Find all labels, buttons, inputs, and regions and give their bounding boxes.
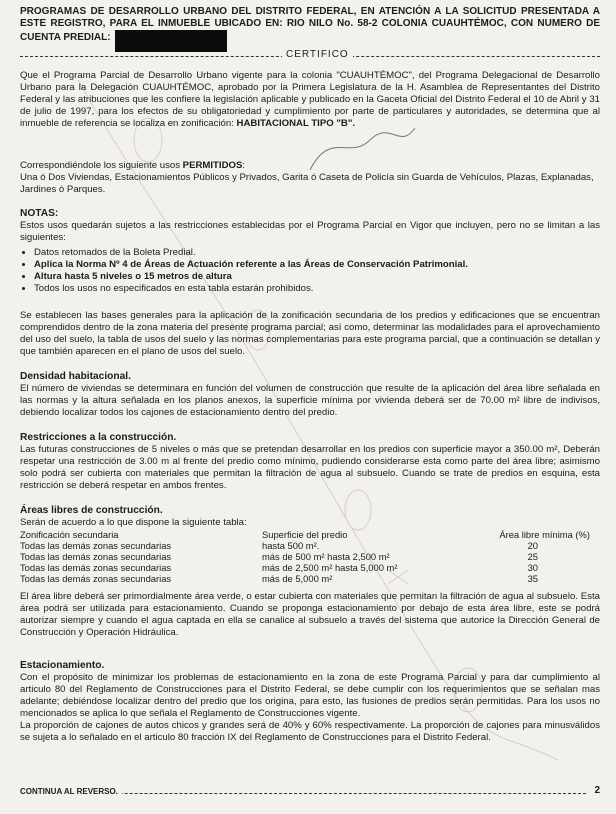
permitidos-word: PERMITIDOS	[182, 160, 243, 171]
table-cell: más de 5,000 m²	[262, 573, 333, 584]
table-header: Área libre mínima (%)	[499, 529, 590, 540]
table-row	[20, 551, 590, 562]
permitidos-lead: Correspondiéndole los siguiente usos	[20, 160, 180, 171]
list-item: • Datos retomados de la Boleta Predial.	[34, 247, 600, 259]
areas-text: El área libre deberá ser primordialmente área verde, o estar cubierta con materiales que permitan la filtración de agua al subsuelo. Esta área podrá ser utilizada para estacionamiento. Cuando se proponga estacionamiento por debajo de esta área libre, este se podrá autorizar siempre y cuando el agua captada en ella se canalice al subsuelo a través del sistema que autorice la Dirección General de Construcción y Operación Hidráulica.	[20, 591, 600, 638]
table-row	[20, 573, 590, 584]
permitidos-text: Una ó Dos Viviendas, Estacionamientos Públicos y Privados, Garita ó Caseta de Policía sin Guarda de Vehículos, Plazas, Explanadas, Jardines ó Parques.	[20, 172, 594, 195]
table-cell: 30	[527, 562, 538, 573]
restricciones-section	[20, 432, 600, 492]
estacionamiento-text1: Con el propósito de minimizar los problemas de estacionamiento en la zona de este Programa Parcial y para dar cumplimiento al articulo 80 del Reglamento de Construcciones para el Distrito Federal, se debe cumplir con los requerimientos que se señalan mas adelante; debiéndose localizar dentro del predio que los origina, para esto, las fusiones de predios serán permitidas. Para los usos no mencionados se aplica lo que señala el Reglamento de Construcciones vigente.	[20, 672, 600, 719]
estacionamiento-title: Estacionamiento.	[20, 660, 105, 671]
table-header: Superficie del predio	[262, 529, 348, 540]
table-cell: 20	[527, 540, 538, 551]
table-row	[20, 562, 590, 573]
densidad-title: Densidad habitacional.	[20, 371, 131, 382]
restricciones-text: Las futuras construcciones de 5 niveles o más que se pretendan desarrollar en los predios con superficie mayor a 350.00 m², Deberán respetar una restricción de 3.00 m al frente del predio como mínimo, pudiendo considerarse esta como parte del área libre; asimismo solo podrá ser cubierta con materiales que permitan la filtración de agua al subsuelo. Cuando se trate de predios en esquina, esta restricción se deberá respetar en ambos frentes.	[20, 444, 600, 491]
header-account-label: , CON NUMERO DE CUENTA PREDIAL:	[20, 18, 600, 43]
table-cell: Todas las demás zonas secundarias	[20, 573, 172, 584]
certifico-label: CERTIFICO	[282, 49, 353, 60]
notas-list	[20, 247, 600, 295]
permitidos-paragraph: Correspondiéndole los siguiente usos PERMITIDOS: Una ó Dos Viviendas, Estacionamientos Públicos y Privados, Garita ó Caseta de Policía sin Guarda de Vehículos, Plazas, Explanadas, Jardines ó Parques.	[20, 160, 594, 195]
notas-title: NOTAS:	[20, 208, 59, 219]
areas-title: Áreas libres de construcción.	[20, 505, 163, 516]
estacionamiento-section	[20, 660, 600, 744]
bases-paragraph: Se establecen las bases generales para la aplicación de la zonificación secundaria de los predios y edificaciones que se encuentran comprendidos dentro de la zona materia del presente programa parcial; así como, determinar las modalidades para el aprovechamiento del uso del suelo, la tabla de usos del suelo y las normas complementarias para este programa parcial, que a continuación se detallan y que también aparecen en el plano de usos del suelo.	[20, 310, 600, 357]
address: RIO NILO No. 58-2 COLONIA CUAUHTÉMOC	[286, 18, 504, 29]
table-cell: 25	[527, 551, 538, 562]
header	[20, 6, 600, 52]
estacionamiento-text2: La proporción de cajones de autos chicos y grandes será de 40% y 60% respectivamente. La proporción de cajones para minusválidos se sujeta a lo señalado en el articulo 80 fracción IX del Reglamento de Construcciones para el Distrito Federal.	[20, 720, 600, 743]
table-header-row	[20, 529, 590, 540]
restricciones-title: Restricciones a la construcción.	[20, 432, 177, 443]
areas-section	[20, 505, 600, 639]
densidad-section	[20, 371, 600, 419]
page-number: 2	[594, 785, 600, 796]
areas-table	[20, 529, 590, 584]
densidad-text: El número de viviendas se determinara en función del volumen de construcción que resulte de la aplicación del área libre señalada en las normas y la altura señalada en los planos anexos, la superficie mínima por vivienda deberá ser de 70.00 m² libre de indivisos, debiendo localizar todos los cajones de estacionamiento dentro del predio.	[20, 383, 600, 418]
table-cell: Todas las demás zonas secundarias	[20, 551, 172, 562]
table-row	[20, 540, 590, 551]
header-text: PROGRAMAS DE DESARROLLO URBANO DEL DISTRITO FEDERAL, EN ATENCIÓN A LA SOLICITUD PRESENTADA A ESTE REGISTRO, PARA EL INMUEBLE UBICADO EN:	[20, 6, 600, 29]
list-item: • Todos los usos no especificados en esta tabla estarán prohibidos.	[34, 283, 600, 295]
certifico-divider	[20, 49, 600, 63]
notas-intro: Estos usos quedarán sujetos a las restricciones establecidas por el Programa Parcial en Vigor que incluyen, pero no se limitan a las siguientes:	[20, 220, 600, 243]
notas-section	[20, 208, 600, 295]
table-cell: 35	[527, 573, 538, 584]
table-cell: hasta 500 m².	[262, 540, 320, 551]
table-cell: Todas las demás zonas secundarias	[20, 540, 172, 551]
intro-paragraph	[20, 70, 600, 130]
table-cell: Todas las demás zonas secundarias	[20, 562, 172, 573]
intro-text: Que el Programa Parcial de Desarrollo Urbano vigente para la colonia "CUAUHTÉMOC", del Programa Delegacional de Desarrollo Urbano para la Delegación CUAUHTÉMOC, aprobado por la Primera Legislatura de la H. Asamblea de Representantes del Distrito Federal y las atribuciones que les confiere la legislación aplicable y publicado en la Gaceta Oficial del Distrito Federal el 10 de Abril y 31 de julio de 1997, para los efectos de su obligatoriedad y cumplimiento por parte de particulares y autoridades, se determina que al inmueble de referencia se localiza en zonificación:	[20, 70, 600, 129]
table-cell: más de 500 m² hasta 2,500 m²	[262, 551, 390, 562]
areas-intro: Serán de acuerdo a lo que dispone la siguiente tabla:	[20, 517, 247, 528]
table-header: Zonificación secundaria	[20, 529, 119, 540]
zonificacion-value: HABITACIONAL TIPO "B".	[236, 118, 356, 129]
list-item: • Aplica la Norma Nº 4 de Áreas de Actuación referente a las Áreas de Conservación Patrimonial.	[34, 259, 600, 271]
footer	[20, 787, 600, 801]
list-item: • Altura hasta 5 niveles o 15 metros de altura	[34, 271, 600, 283]
continua-label: CONTINUA AL REVERSO.	[20, 787, 122, 796]
table-cell: más de 2,500 m² hasta 5,000 m²	[262, 562, 398, 573]
